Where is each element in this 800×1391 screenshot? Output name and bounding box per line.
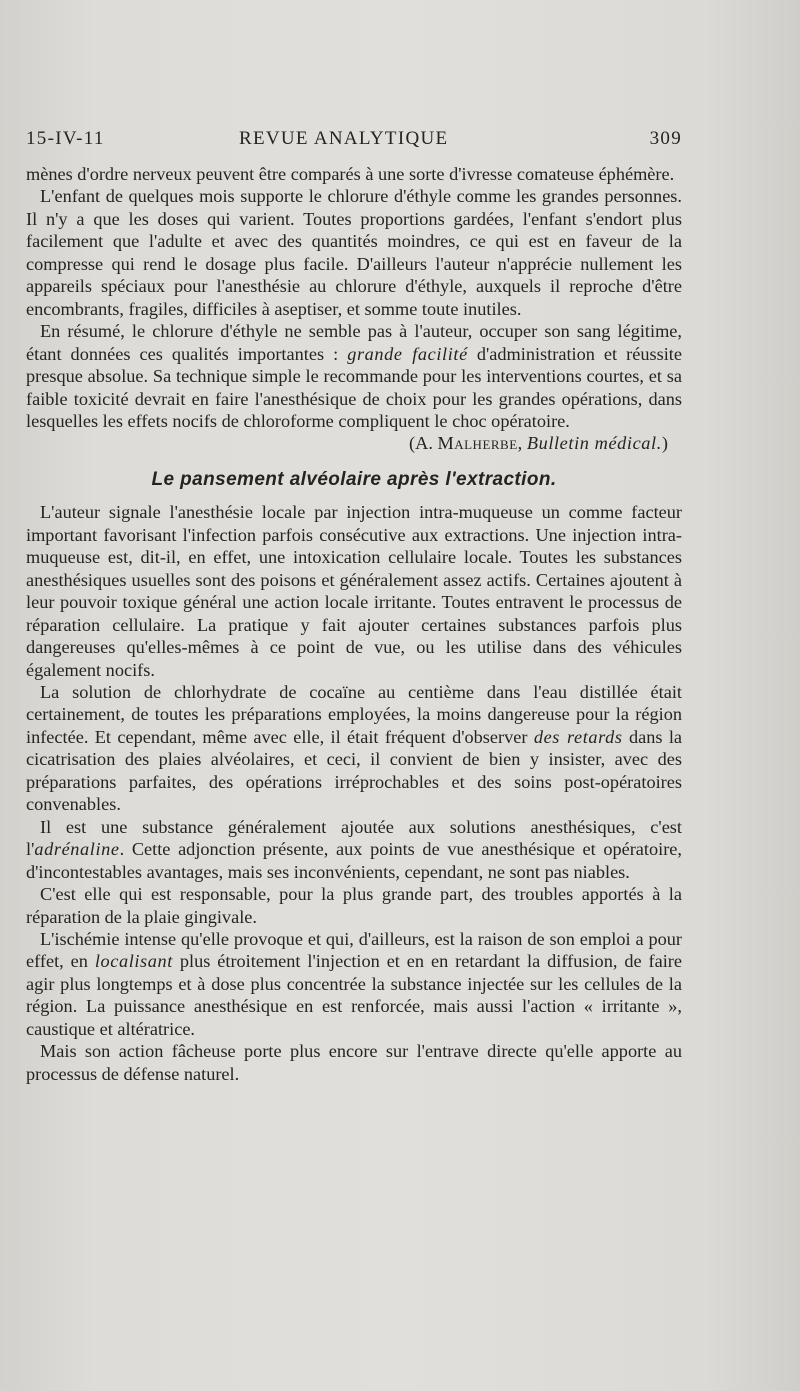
- paragraph: [26, 816, 682, 883]
- header-journal-title: REVUE ANALYTIQUE: [239, 128, 449, 149]
- citation-author: Malherbe: [437, 433, 518, 454]
- text-run: dans la cicatrisation des plaies alvéolaires, et ceci, il convient de bien y insister, avec des préparations parfaites, des opérations irréprochables et des soins post-opératoires convenables.: [26, 726, 683, 815]
- citation: [26, 432, 682, 454]
- page-number: 309: [649, 128, 682, 149]
- paragraph: L'enfant de quelques mois supporte le chlorure d'éthyle comme les grandes personnes. Il n'y a que les doses qui varient. Toutes proportions gardées, l'enfant s'endort plus facilement que l'adulte et avec des quantités moindres, ce qui est en faveur de la compresse qui rend le dosage plus facile. D'ailleurs l'auteur n'apprécie nullement les appareils spéciaux pour l'anesthésie au chlorure d'éthyle, auxquels il reproche d'être encombrants, fragiles, difficiles à aseptiser, et somme toute inutiles.: [26, 186, 682, 319]
- text-run: Il est une substance généralement ajoutée aux solutions anesthésiques, c'est l': [26, 816, 682, 860]
- paragraph: C'est elle qui est responsable, pour la plus grande part, des troubles apportés à la réparation de la plaie gingivale.: [26, 884, 682, 927]
- header-date: 15-IV-11: [26, 128, 105, 149]
- emphasis: adrénaline: [34, 839, 120, 860]
- text-run: En résumé, le chlorure d'éthyle ne semble pas à l'auteur, occuper son sang légitime, étant données ces qualités importantes :: [26, 321, 682, 364]
- paragraph: Mais son action fâcheuse porte plus encore sur l'entrave directe qu'elle apporte au processus de défense naturel.: [26, 1041, 682, 1084]
- paragraph: [26, 928, 682, 1040]
- running-header: [26, 128, 682, 158]
- text-run: plus étroitement l'injection et en en retardant la diffusion, de faire agir plus longtemps et à dose plus concentrée la substance injectée sur les cellules de la région. La puissance anesthésique en est renforcée, mais aussi l'action « irritante », caustique et altératrice.: [26, 951, 682, 1039]
- text-run: La solution de chlorhydrate de cocaïne au centième dans l'eau distillée était certainement, de toutes les préparations employées, la moins dangereuse pour la région infectée. Et cependant, même avec elle, il était fréquent d'observer: [26, 681, 682, 747]
- emphasis: des retards: [533, 726, 623, 747]
- text-run: (A.: [409, 433, 438, 454]
- paragraph-continued: mènes d'ordre nerveux peuvent être comparés à une sorte d'ivresse comateuse éphémère.: [26, 164, 675, 184]
- citation-journal: Bulletin médical.: [526, 433, 662, 454]
- text-run: d'administration et réussite presque absolue. Sa technique simple le recommande pour les interventions courtes, et sa faible toxicité devrait en faire l'anesthésique de choix pour les grandes opérations, dans lesquelles les effets nocifs de chloroforme compliquent le choc opératoire.: [26, 343, 682, 431]
- article-body: [26, 163, 682, 1085]
- emphasis: localisant: [94, 951, 173, 972]
- text-run: L'ischémie intense qu'elle provoque et qui, d'ailleurs, est la raison de son emploi a pour effet, en: [26, 928, 682, 972]
- text-run: . Cette adjonction présente, aux points de vue anesthésique et opératoire, d'incontestables avantages, mais ses inconvénients, cependant, ne sont pas niables.: [26, 839, 682, 882]
- paragraph: [26, 681, 682, 816]
- section-title: Le pansement alvéolaire après l'extraction.: [151, 468, 557, 490]
- text-run: ): [661, 433, 668, 454]
- emphasis: grande facilité: [347, 343, 468, 364]
- text-run: ,: [517, 433, 527, 454]
- paragraph: L'auteur signale l'anesthésie locale par injection intra-muqueuse un comme facteur important favorisant l'infection parfois consécutive aux extractions. Une injection intra-muqueuse est, dit-il, en effet, une intoxication cellulaire locale. Toutes les substances anesthésiques usuelles sont des poisons et généralement assez actifs. Certaines ajoutent à leur pouvoir toxique général une action locale irritante. Toutes entravent le processus de réparation cellulaire. La pratique y fait ajouter certaines substances parfois plus dangereuses qu'elles-mêmes à ce point de vue, ou les utilise dans des véhicules également nocifs.: [26, 502, 682, 680]
- paragraph: [26, 320, 682, 432]
